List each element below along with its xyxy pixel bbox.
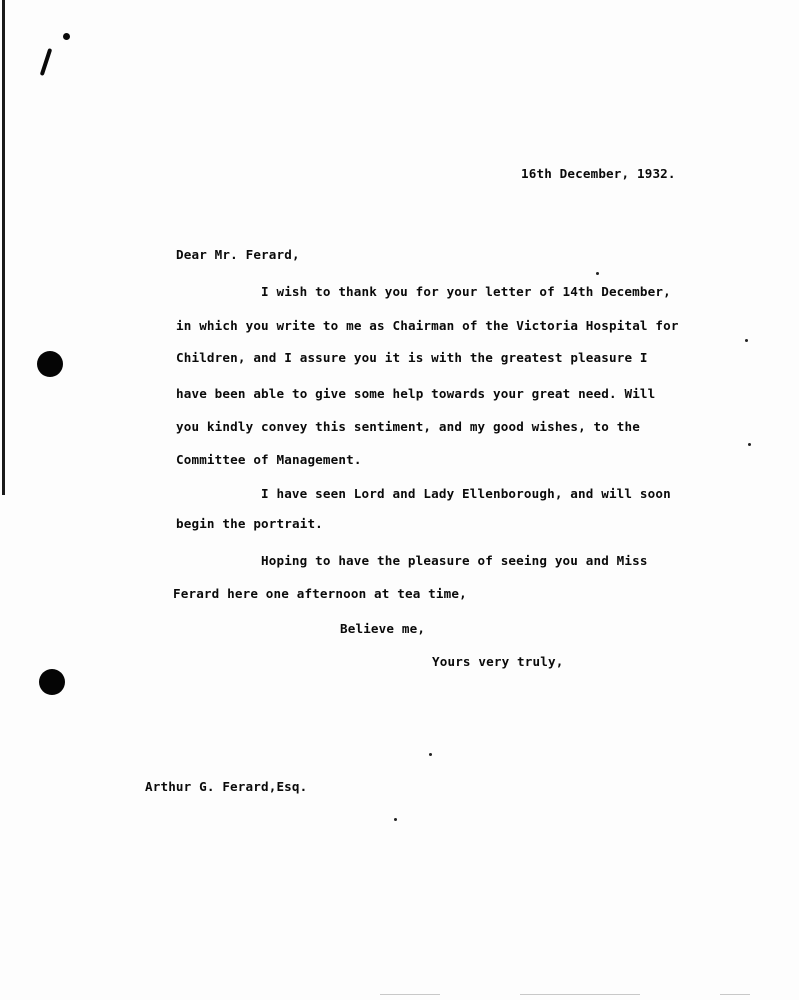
punch-hole-top bbox=[37, 351, 63, 377]
body-line: Hoping to have the pleasure of seeing you and Miss bbox=[261, 553, 648, 568]
body-line: I have seen Lord and Lady Ellenborough, and will soon bbox=[261, 486, 671, 501]
body-line: Children, and I assure you it is with the greatest pleasure I bbox=[176, 350, 648, 365]
closing-yours-truly: Yours very truly, bbox=[432, 654, 564, 669]
speck bbox=[745, 339, 748, 342]
body-line: you kindly convey this sentiment, and my good wishes, to the bbox=[176, 419, 640, 434]
body-line: Committee of Management. bbox=[176, 452, 362, 467]
page-bottom-rule bbox=[520, 994, 640, 995]
body-line: I wish to thank you for your letter of 14th December, bbox=[261, 284, 671, 299]
punch-hole-bottom bbox=[39, 669, 65, 695]
speck bbox=[429, 753, 432, 756]
body-line: Ferard here one afternoon at tea time, bbox=[173, 586, 467, 601]
body-line: in which you write to me as Chairman of the Victoria Hospital for bbox=[176, 318, 679, 333]
letter-date: 16th December, 1932. bbox=[521, 166, 676, 181]
page-bottom-rule bbox=[720, 994, 750, 995]
page-bottom-rule bbox=[380, 994, 440, 995]
recipient-name: Arthur G. Ferard,Esq. bbox=[145, 779, 308, 794]
speck bbox=[394, 818, 397, 821]
closing-believe-me: Believe me, bbox=[340, 621, 426, 636]
body-line: begin the portrait. bbox=[176, 516, 323, 531]
body-line: have been able to give some help towards your great need. Will bbox=[176, 386, 656, 401]
ink-slash-mark bbox=[40, 48, 52, 76]
speck bbox=[596, 272, 599, 275]
speck bbox=[748, 443, 751, 446]
salutation: Dear Mr. Ferard, bbox=[176, 247, 300, 262]
page-left-edge bbox=[2, 0, 5, 495]
ink-dot-mark bbox=[63, 33, 70, 40]
